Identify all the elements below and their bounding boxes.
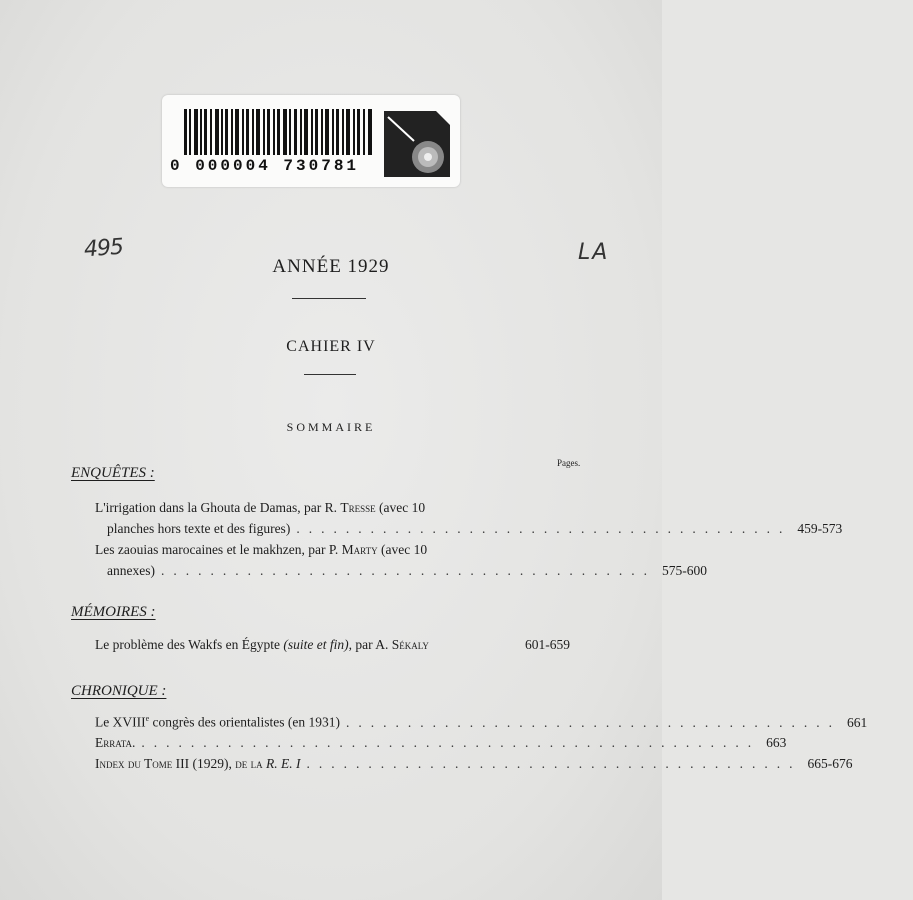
issue-year-heading: ANNÉE 1929	[272, 256, 390, 277]
dot-leader: ........................................	[160, 563, 656, 578]
dot-leader: ........................................	[306, 756, 802, 771]
divider	[304, 374, 356, 375]
entry-text: Les zaouias marocaines et le makhzen, par P.	[95, 542, 342, 557]
toc-entry-line	[95, 637, 591, 653]
entry-text: (avec 10	[375, 500, 426, 515]
cahier-heading: CAHIER IV	[286, 338, 376, 355]
entry-text: L'irrigation dans la Ghouta de Damas, par R.	[95, 500, 341, 515]
entry-text: Index du Tome III (1929), de la R. E. I	[95, 756, 301, 771]
entry-pages: 575-600	[661, 563, 707, 578]
entry-pages: 661	[847, 714, 868, 730]
dot-leader: ..................................................	[141, 735, 761, 750]
toc-entry-line	[95, 735, 787, 751]
barcode-number: 0 000004 730781	[170, 157, 360, 175]
section-title-memoires: MÉMOIRES :	[71, 604, 156, 620]
toc-entry-line	[95, 500, 591, 516]
entry-author: Tresse	[340, 500, 376, 515]
dot-leader: ........................................	[296, 521, 792, 536]
pencil-annotation-initials: LA	[578, 240, 610, 265]
section-title-enquetes: ENQUÊTES :	[71, 465, 155, 481]
toc-entry-line	[95, 756, 853, 772]
entry-text: Le problème des Wakfs en Égypte (suite et fin), par A. Sékaly	[95, 637, 429, 652]
pencil-annotation-number: 495	[83, 234, 124, 263]
toc-entry-line	[95, 714, 868, 731]
sommaire-heading: SOMMAIRE	[286, 420, 376, 434]
entry-text: annexes)	[107, 563, 155, 578]
barcode-label	[162, 95, 460, 187]
entry-text: (avec 10	[377, 542, 428, 557]
toc-entry-line	[107, 521, 843, 537]
section-title-chronique: CHRONIQUE :	[71, 683, 167, 699]
entry-author: Marty	[341, 542, 378, 557]
entry-pages: 665-676	[807, 756, 853, 771]
dot-leader: ........................................	[346, 714, 841, 730]
toc-entry-line	[95, 542, 591, 558]
barcode-bars	[184, 109, 374, 155]
pages-column-label: Pages.	[557, 458, 581, 468]
entry-text: Errata.	[95, 735, 136, 750]
divider	[292, 298, 366, 299]
library-logo-icon	[384, 105, 450, 177]
entry-text: Le XVIIIe congrès des orientalistes (en 1931)	[95, 714, 340, 730]
toc-entry-line	[107, 563, 707, 579]
entry-pages: 663	[766, 735, 787, 750]
entry-pages: 459-573	[797, 521, 843, 536]
entry-pages: 601-659	[525, 637, 570, 652]
entry-text: planches hors texte et des figures)	[107, 521, 291, 536]
